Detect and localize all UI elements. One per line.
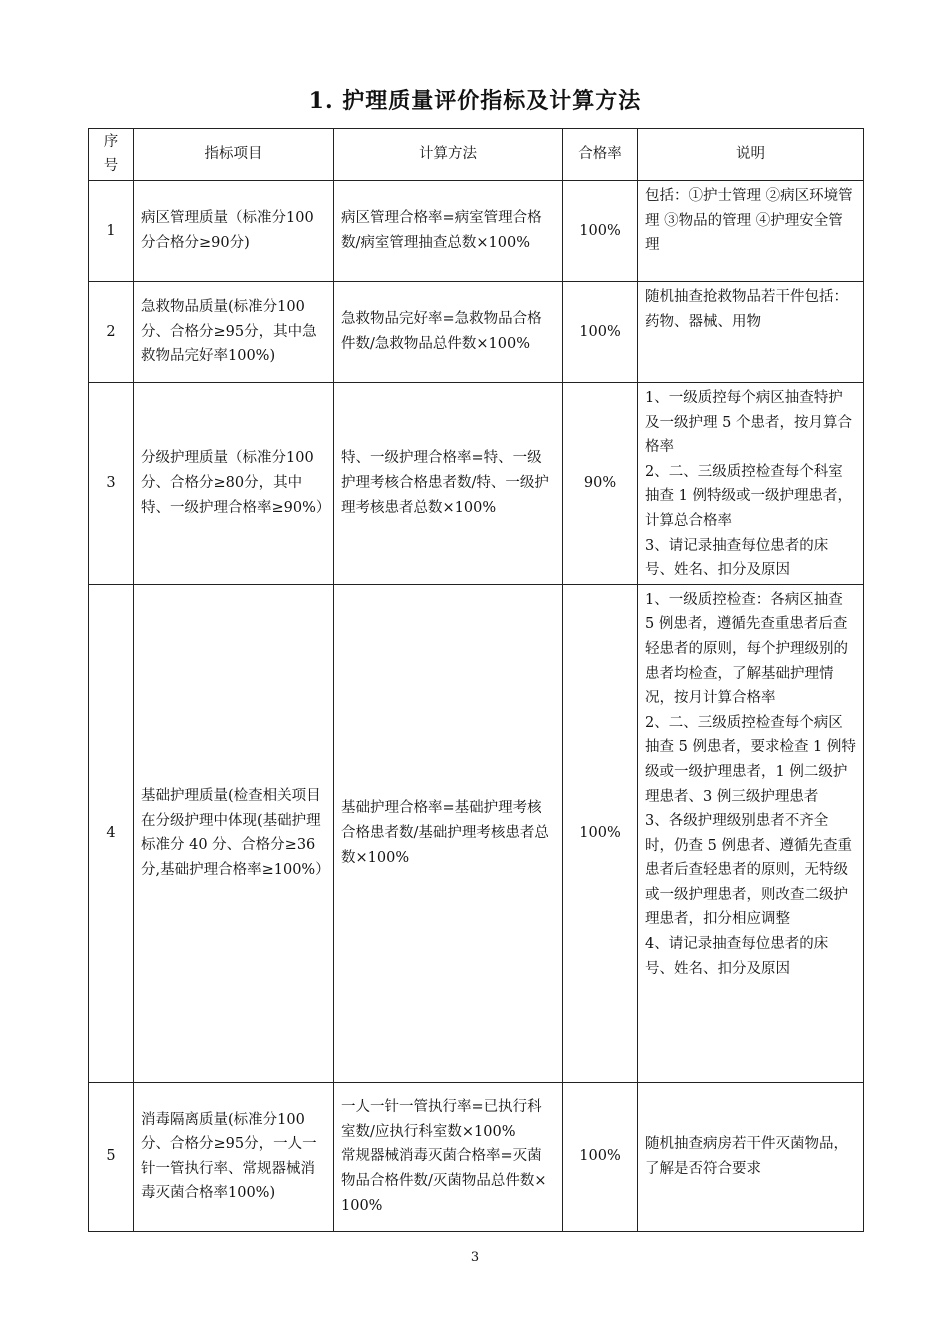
row-seq: 2: [89, 282, 134, 383]
header-method: 计算方法: [334, 129, 563, 181]
table-row: [89, 282, 864, 383]
row-method: [334, 1082, 563, 1231]
quality-index-table: [88, 128, 864, 1232]
row-seq: 4: [89, 584, 134, 1082]
row-method: 急救物品完好率=急救物品合格件数/急救物品总件数×100%: [334, 282, 563, 383]
row-seq: 1: [89, 181, 134, 282]
row-item: 病区管理质量（标准分100分合格分≥90分): [134, 181, 334, 282]
row-note: 随机抽查抢救物品若干件包括：药物、器械、用物: [638, 282, 864, 383]
page-number: 3: [470, 1250, 480, 1265]
row-item: 基础护理质量(检查相关项目在分级护理中体现(基础护理标准分 40 分、合格分≥36 分,基础护理合格率≥100%）: [134, 584, 334, 1082]
table-row: [89, 383, 864, 585]
note-line: 4、请记录抽查每位患者的床号、姓名、扣分及原因: [645, 936, 829, 977]
row-rate: 100%: [563, 282, 638, 383]
table-header-row: [89, 129, 864, 181]
row-seq: 3: [89, 383, 134, 585]
note-line: 1、一级质控每个病区抽查特护及一级护理 5 个患者，按月算合格率: [645, 390, 852, 456]
row-item: 分级护理质量（标准分100分、合格分≥80分，其中特、一级护理合格率≥90%）: [134, 383, 334, 585]
row-item: 急救物品质量(标准分100分、合格分≥95分，其中急救物品完好率100%): [134, 282, 334, 383]
row-rate: 100%: [563, 584, 638, 1082]
header-seq: 序号: [89, 129, 134, 181]
row-note: [638, 584, 864, 1082]
table-row: [89, 584, 864, 1082]
note-line: 3、各级护理级别患者不齐全时，仍查 5 例患者、遵循先查重患者后查轻患者的原则，无特级或一级护理患者，则改查二级护理患者，扣分相应调整: [645, 813, 852, 928]
method-line: 常规器械消毒灭菌合格率=灭菌物品合格件数/灭菌物品总件数×100%: [341, 1148, 547, 1214]
table-row: [89, 181, 864, 282]
header-note: 说明: [638, 129, 864, 181]
header-item: 指标项目: [134, 129, 334, 181]
row-item: 消毒隔离质量(标准分100分、合格分≥95分，一人一针一管执行率、常规器械消毒灭菌合格率100%): [134, 1082, 334, 1231]
row-note: 包括：①护士管理 ②病区环境管理 ③物品的管理 ④护理安全管理: [638, 181, 864, 282]
note-line: 3、请记录抽查每位患者的床号、姓名、扣分及原因: [645, 537, 829, 579]
method-line: 一人一针一管执行率=已执行科室数/应执行科室数×100%: [341, 1099, 542, 1140]
row-note: [638, 383, 864, 585]
row-seq: 5: [89, 1082, 134, 1231]
table-row: [89, 1082, 864, 1231]
row-note: 随机抽查病房若干件灭菌物品，了解是否符合要求: [638, 1082, 864, 1231]
row-method: 基础护理合格率=基础护理考核合格患者数/基础护理考核患者总数×100%: [334, 584, 563, 1082]
note-line: 1、一级质控检查：各病区抽查 5 例患者，遵循先查重患者后查轻患者的原则，每个护理级别的患者均检查，了解基础护理情况，按月计算合格率: [645, 591, 848, 707]
note-line: 2、二、三级质控检查每个科室抽查 1 例特级或一级护理患者，计算总合格率: [645, 463, 852, 529]
row-method: 特、一级护理合格率=特、一级护理考核合格患者数/特、一级护理考核患者总数×100%: [334, 383, 563, 585]
header-rate: 合格率: [563, 129, 638, 181]
document-title: 1. 护理质量评价指标及计算方法: [308, 88, 642, 114]
note-line: 2、二、三级质控检查每个病区抽查 5 例患者，要求检查 1 例特级或一级护理患者，1 例二级护理患者、3 例三级护理患者: [645, 714, 856, 805]
row-method: 病区管理合格率=病室管理合格数/病室管理抽查总数×100%: [334, 181, 563, 282]
row-rate: 100%: [563, 1082, 638, 1231]
row-rate: 100%: [563, 181, 638, 282]
row-rate: 90%: [563, 383, 638, 585]
